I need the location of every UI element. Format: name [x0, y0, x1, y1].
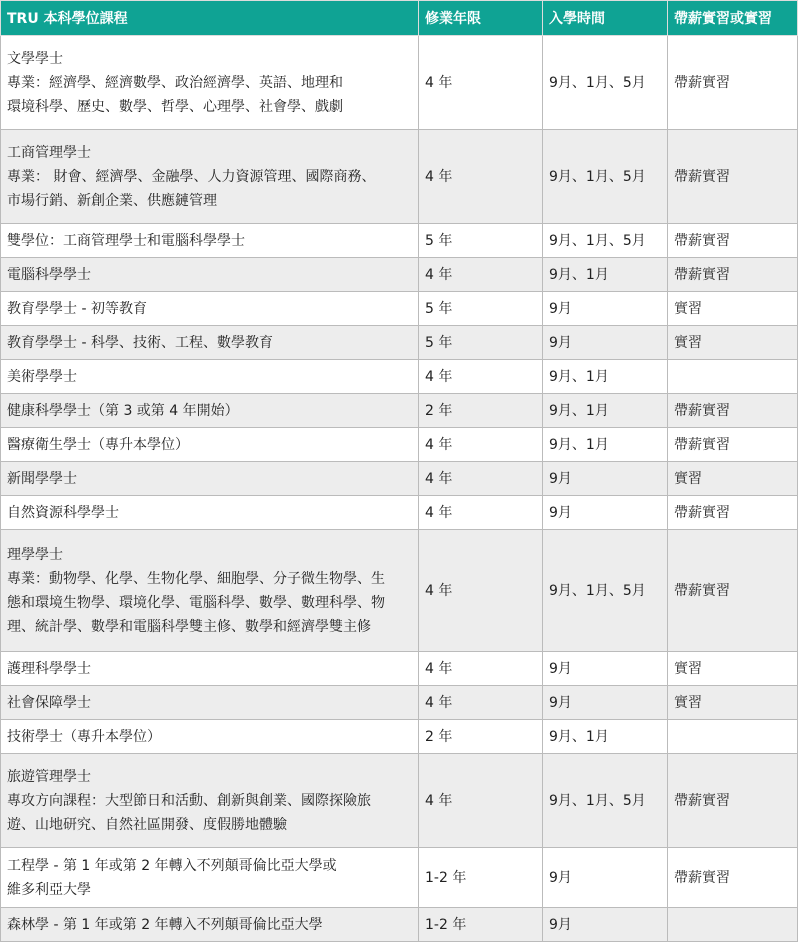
table-row	[1, 720, 798, 754]
intake-cell: 9月	[543, 652, 668, 686]
years-cell: 4 年	[419, 496, 543, 530]
coop-cell: 帶薪實習	[668, 258, 798, 292]
years-cell: 4 年	[419, 754, 543, 848]
years-cell: 4 年	[419, 258, 543, 292]
years-cell: 1-2 年	[419, 848, 543, 908]
intake-cell: 9月、1月、5月	[543, 754, 668, 848]
program-cell	[1, 326, 419, 360]
program-cell	[1, 130, 419, 224]
years-cell: 4 年	[419, 686, 543, 720]
years-cell: 5 年	[419, 292, 543, 326]
program-name: 理學學士	[7, 546, 63, 563]
years-cell: 4 年	[419, 428, 543, 462]
program-name: 護理科學學士	[7, 660, 91, 677]
table-header-row	[1, 1, 798, 36]
program-cell	[1, 530, 419, 652]
intake-cell: 9月、1月、5月	[543, 130, 668, 224]
program-name: 工商管理學士	[7, 144, 91, 161]
table-row	[1, 258, 798, 292]
years-cell: 4 年	[419, 652, 543, 686]
intake-cell: 9月	[543, 908, 668, 942]
program-name: 教育學學士 - 初等教育	[7, 300, 147, 317]
table-row	[1, 428, 798, 462]
coop-cell: 帶薪實習	[668, 428, 798, 462]
coop-cell: 帶薪實習	[668, 224, 798, 258]
header-program: TRU 本科學位課程	[1, 1, 419, 36]
coop-cell: 帶薪實習	[668, 394, 798, 428]
program-name: 工程學 - 第 1 年或第 2 年轉入不列顛哥倫比亞大學或	[7, 857, 337, 874]
intake-cell: 9月、1月、5月	[543, 224, 668, 258]
years-cell: 5 年	[419, 224, 543, 258]
intake-cell: 9月、1月	[543, 258, 668, 292]
table-row	[1, 652, 798, 686]
table-row	[1, 686, 798, 720]
program-name: 森林學 - 第 1 年或第 2 年轉入不列顛哥倫比亞大學	[7, 916, 323, 933]
program-name: 社會保障學士	[7, 694, 91, 711]
intake-cell: 9月、1月、5月	[543, 36, 668, 130]
years-cell: 4 年	[419, 130, 543, 224]
intake-cell: 9月、1月	[543, 394, 668, 428]
program-name: 自然資源科學學士	[7, 504, 119, 521]
intake-cell: 9月	[543, 686, 668, 720]
program-cell	[1, 394, 419, 428]
program-detail-line: 專業： 財會、經濟學、金融學、人力資源管理、國際商務、	[7, 168, 376, 185]
coop-cell: 帶薪實習	[668, 754, 798, 848]
program-detail-line: 環境科學、歷史、數學、哲學、心理學、社會學、戲劇	[7, 98, 343, 115]
intake-cell: 9月、1月	[543, 428, 668, 462]
table-row	[1, 848, 798, 908]
program-cell	[1, 462, 419, 496]
coop-cell	[668, 360, 798, 394]
table-row	[1, 496, 798, 530]
table-row	[1, 530, 798, 652]
coop-cell: 帶薪實習	[668, 36, 798, 130]
table-body	[1, 36, 798, 942]
years-cell: 4 年	[419, 360, 543, 394]
years-cell: 1-2 年	[419, 908, 543, 942]
coop-cell: 實習	[668, 326, 798, 360]
program-detail-line: 市場行銷、新創企業、供應鏈管理	[7, 192, 217, 209]
coop-cell: 帶薪實習	[668, 496, 798, 530]
program-name: 雙學位：工商管理學士和電腦科學學士	[7, 232, 245, 249]
coop-cell: 實習	[668, 462, 798, 496]
program-detail-line: 態和環境生物學、環境化學、電腦科學、數學、數理科學、物	[7, 594, 385, 611]
years-cell: 2 年	[419, 720, 543, 754]
table-row	[1, 360, 798, 394]
intake-cell: 9月	[543, 326, 668, 360]
program-detail-line: 維多利亞大學	[7, 881, 91, 898]
program-cell	[1, 496, 419, 530]
program-cell	[1, 720, 419, 754]
intake-cell: 9月、1月、5月	[543, 530, 668, 652]
table-row	[1, 36, 798, 130]
program-cell	[1, 754, 419, 848]
intake-cell: 9月	[543, 496, 668, 530]
coop-cell: 實習	[668, 652, 798, 686]
program-cell	[1, 652, 419, 686]
intake-cell: 9月	[543, 848, 668, 908]
program-cell	[1, 908, 419, 942]
program-name: 文學學士	[7, 50, 63, 67]
program-name: 教育學學士 - 科學、技術、工程、數學教育	[7, 334, 273, 351]
table-row	[1, 462, 798, 496]
coop-cell	[668, 720, 798, 754]
program-name: 電腦科學學士	[7, 266, 91, 283]
intake-cell: 9月	[543, 292, 668, 326]
years-cell: 4 年	[419, 36, 543, 130]
years-cell: 2 年	[419, 394, 543, 428]
program-name: 旅遊管理學士	[7, 768, 91, 785]
program-detail-line: 理、統計學、數學和電腦科學雙主修、數學和經濟學雙主修	[7, 618, 371, 635]
coop-cell	[668, 908, 798, 942]
program-cell	[1, 292, 419, 326]
table-row	[1, 292, 798, 326]
coop-cell: 帶薪實習	[668, 848, 798, 908]
program-name: 健康科學學士（第 3 或第 4 年開始）	[7, 402, 239, 419]
program-cell	[1, 224, 419, 258]
table-row	[1, 394, 798, 428]
program-detail-line: 遊、山地研究、自然社區開發、度假勝地體驗	[7, 816, 287, 833]
years-cell: 4 年	[419, 462, 543, 496]
years-cell: 5 年	[419, 326, 543, 360]
intake-cell: 9月、1月	[543, 720, 668, 754]
program-cell	[1, 258, 419, 292]
table-row	[1, 754, 798, 848]
program-cell	[1, 848, 419, 908]
program-detail-line: 專攻方向課程：大型節日和活動、創新與創業、國際探險旅	[7, 792, 371, 809]
intake-cell: 9月	[543, 462, 668, 496]
program-cell	[1, 686, 419, 720]
header-intake: 入學時間	[543, 1, 668, 36]
program-name: 醫療衛生學士（專升本學位）	[7, 436, 189, 453]
program-cell	[1, 360, 419, 394]
program-cell	[1, 428, 419, 462]
intake-cell: 9月、1月	[543, 360, 668, 394]
program-name: 美術學學士	[7, 368, 77, 385]
program-name: 技術學士（專升本學位）	[7, 728, 161, 745]
table-row	[1, 130, 798, 224]
program-detail-line: 專業：動物學、化學、生物化學、細胞學、分子微生物學、生	[7, 570, 385, 587]
header-coop: 帶薪實習或實習	[668, 1, 798, 36]
program-detail-line: 專業：經濟學、經濟數學、政治經濟學、英語、地理和	[7, 74, 343, 91]
header-years: 修業年限	[419, 1, 543, 36]
coop-cell: 實習	[668, 686, 798, 720]
program-cell	[1, 36, 419, 130]
coop-cell: 帶薪實習	[668, 530, 798, 652]
table-row	[1, 224, 798, 258]
table-row	[1, 908, 798, 942]
coop-cell: 實習	[668, 292, 798, 326]
table-row	[1, 326, 798, 360]
years-cell: 4 年	[419, 530, 543, 652]
coop-cell: 帶薪實習	[668, 130, 798, 224]
program-name: 新聞學學士	[7, 470, 77, 487]
